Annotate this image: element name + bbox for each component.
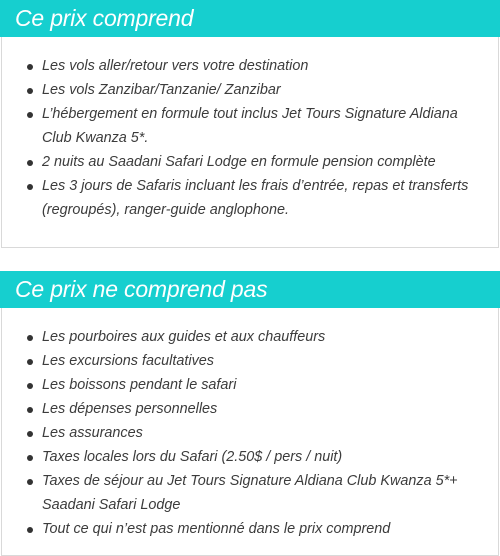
excluded-section	[0, 271, 500, 556]
bullet-icon	[27, 112, 33, 118]
list-item: Tout ce qui n’est pas mentionné dans le prix comprend	[2, 517, 498, 541]
list-item: 2 nuits au Saadani Safari Lodge en formule pension complète	[2, 150, 498, 174]
bullet-icon	[27, 455, 33, 461]
list-item: Les vols aller/retour vers votre destination	[2, 54, 498, 78]
bullet-icon	[27, 335, 33, 341]
included-list	[2, 54, 498, 222]
excluded-header	[0, 271, 500, 308]
list-item: Les excursions facultatives	[2, 349, 498, 373]
excluded-list	[2, 325, 498, 541]
included-header	[0, 0, 500, 37]
included-body	[1, 37, 499, 248]
list-item: Les dépenses personnelles	[2, 397, 498, 421]
list-item: Les pourboires aux guides et aux chauffeurs	[2, 325, 498, 349]
bullet-icon	[27, 383, 33, 389]
included-title: Ce prix comprend	[15, 5, 194, 31]
excluded-title: Ce prix ne comprend pas	[15, 276, 268, 302]
bullet-icon	[27, 160, 33, 166]
bullet-icon	[27, 407, 33, 413]
list-item: Les assurances	[2, 421, 498, 445]
bullet-icon	[27, 88, 33, 94]
bullet-icon	[27, 431, 33, 437]
excluded-body	[1, 308, 499, 556]
list-item: Les 3 jours de Safaris incluant les frais d’entrée, repas et transferts (regroupés), ranger-guide anglophone.	[2, 174, 498, 222]
bullet-icon	[27, 479, 33, 485]
list-item: L’hébergement en formule tout inclus Jet Tours Signature Aldiana Club Kwanza 5*.	[2, 102, 498, 150]
bullet-icon	[27, 184, 33, 190]
bullet-icon	[27, 527, 33, 533]
list-item: Les vols Zanzibar/Tanzanie/ Zanzibar	[2, 78, 498, 102]
list-item: Les boissons pendant le safari	[2, 373, 498, 397]
list-item: Taxes locales lors du Safari (2.50$ / pers / nuit)	[2, 445, 498, 469]
list-item: Taxes de séjour au Jet Tours Signature Aldiana Club Kwanza 5*+ Saadani Safari Lodge	[2, 469, 498, 517]
bullet-icon	[27, 359, 33, 365]
bullet-icon	[27, 64, 33, 70]
included-section	[0, 0, 500, 248]
